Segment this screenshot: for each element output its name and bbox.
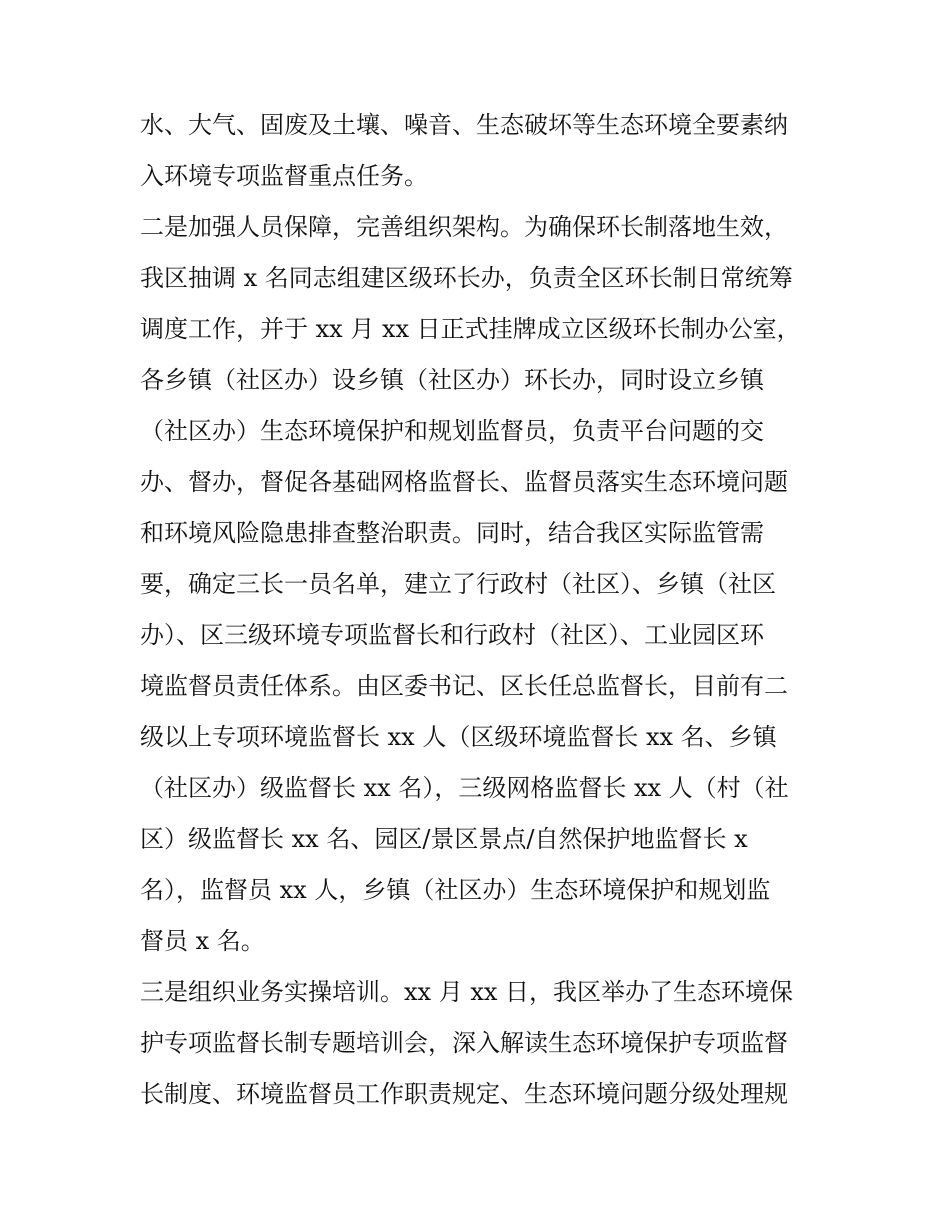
text-line: 办、督办，督促各基础网格监督长、监督员落实生态环境问题 [140,468,788,496]
text-line: 各乡镇（社区办）设乡镇（社区办）环长办，同时设立乡镇 [140,366,764,394]
text-line: 境监督员责任体系。由区委书记、区长任总监督长，目前有二 [140,672,788,700]
text-line: 二是加强人员保障，完善组织架构。为确保环长制落地生效， [140,213,788,241]
text-line: 和环境风险隐患排查整治职责。同时，结合我区实际监管需 [140,519,764,547]
text-line: 区）级监督长 xx 名、园区/景区景点/自然保护地监督长 x [140,825,748,853]
text-line: 要，确定三长一员名单，建立了行政村（社区）、乡镇（社区 [140,570,776,598]
text-line: 长制度、环境监督员工作职责规定、生态环境问题分级处理规 [140,1080,788,1108]
text-line: 调度工作，并于 xx 月 xx 日正式挂牌成立区级环长制办公室， [140,315,801,343]
text-line: 三是组织业务实操培训。xx 月 xx 日，我区举办了生态环境保 [140,978,794,1006]
text-line: 入环境专项监督重点任务。 [140,162,428,190]
text-line: 级以上专项环境监督长 xx 人（区级环境监督长 xx 名、乡镇 [140,723,777,751]
text-line: 办）、区三级环境专项监督长和行政村（社区）、工业园区环 [140,621,764,649]
text-line: 我区抽调 x 名同志组建区级环长办，负责全区环长制日常统筹 [140,264,793,292]
text-line: （社区办）级监督长 xx 名），三级网格监督长 xx 人（村（社 [140,774,789,802]
text-line: 护专项监督长制专题培训会，深入解读生态环境保护专项监督 [140,1029,788,1057]
text-line: 名），监督员 xx 人，乡镇（社区办）生态环境保护和规划监 [140,876,771,904]
text-line: 水、大气、固废及土壤、噪音、生态破坏等生态环境全要素纳 [140,111,788,139]
text-line: （社区办）生态环境保护和规划监督员，负责平台问题的交 [140,417,764,445]
document-body [140,100,820,1120]
text-line: 督员 x 名。 [140,927,265,955]
